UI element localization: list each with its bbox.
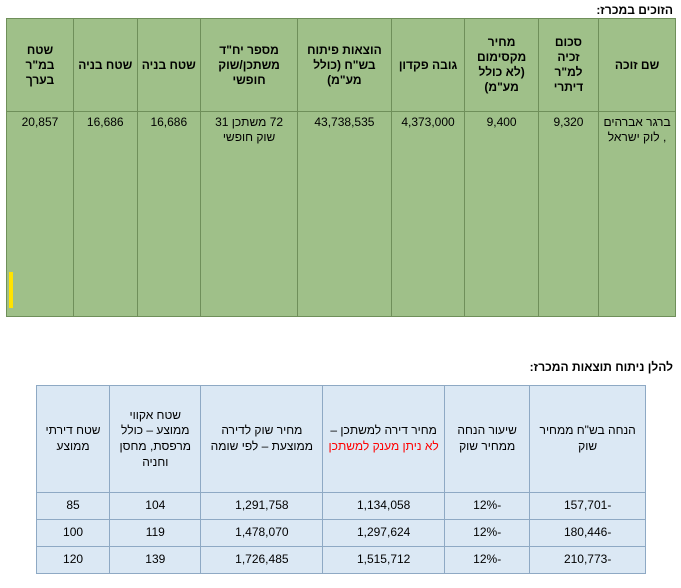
cell-market-price: 1,726,485	[201, 547, 323, 574]
winners-table	[6, 18, 676, 317]
cell-price-mishtaken: 1,515,712	[323, 547, 445, 574]
cell-build-area-1: 16,686	[137, 112, 201, 317]
cell-discount-nis: -157,701	[530, 493, 646, 520]
header-build-area-2: שטח בניה	[73, 19, 137, 112]
cell-units: 72 משתכן 31 שוק חופשי	[201, 112, 298, 317]
cell-winner-name: ברגר אברהים , לוק ישראל	[599, 112, 676, 317]
cell-dev-costs: 43,738,535	[298, 112, 392, 317]
cell-apt-area: 120	[37, 547, 110, 574]
cell-discount-pct: -12%	[445, 493, 530, 520]
cell-max-price: 9,400	[465, 112, 539, 317]
winners-header-row	[7, 19, 676, 112]
analysis-section-title: להלן ניתוח תוצאות המכרז:	[529, 360, 673, 374]
header-win-amount: סכום זכיה למ"ר דיתרי	[538, 19, 598, 112]
header-dev-costs: הוצאות פיתוח בש"ח (כולל מע"מ)	[298, 19, 392, 112]
winners-section-title: הזוכים במכרז:	[596, 3, 673, 17]
cell-equiv-area: 119	[110, 520, 201, 547]
table-row	[37, 520, 646, 547]
header-price-mishtaken	[323, 386, 445, 493]
header-build-area-1: שטח בניה	[137, 19, 201, 112]
cell-discount-nis: -210,773	[530, 547, 646, 574]
cell-market-price: 1,478,070	[201, 520, 323, 547]
header-market-price: מחיר שוק לדירה ממוצעת – לפי שומה	[201, 386, 323, 493]
cell-build-area-2: 16,686	[73, 112, 137, 317]
header-apt-area: שטח דירתי ממוצע	[37, 386, 110, 493]
cell-market-price: 1,291,758	[201, 493, 323, 520]
cell-discount-pct: -12%	[445, 520, 530, 547]
header-units: מספר יח"ד משתכן/שוק חופשי	[201, 19, 298, 112]
cell-price-mishtaken: 1,297,624	[323, 520, 445, 547]
cell-equiv-area: 104	[110, 493, 201, 520]
cell-deposit: 4,373,000	[391, 112, 465, 317]
analysis-body	[37, 493, 646, 574]
cell-discount-nis: -180,446	[530, 520, 646, 547]
header-price-mishtaken-label: מחיר דירה למשתכן –	[330, 423, 437, 438]
header-discount-nis: הנחה בש"ח ממחיר שוק	[530, 386, 646, 493]
cell-apt-area: 85	[37, 493, 110, 520]
cell-area-approx: 20,857	[7, 112, 74, 317]
analysis-header-row	[37, 386, 646, 493]
table-row	[37, 493, 646, 520]
header-area-approx: שטח במ"ר בערך	[7, 19, 74, 112]
header-equiv-area: שטח אקווי ממוצע – כולל מרפסת, מחסן וחניה	[110, 386, 201, 493]
header-price-mishtaken-note: לא ניתן מענק למשתכן	[328, 439, 439, 453]
cell-discount-pct: -12%	[445, 547, 530, 574]
text-cursor-caret	[9, 272, 13, 308]
header-max-price: מחיר מקסימום (לא כולל מע"מ)	[465, 19, 539, 112]
cell-apt-area: 100	[37, 520, 110, 547]
cell-equiv-area: 139	[110, 547, 201, 574]
table-row	[37, 547, 646, 574]
cell-win-amount: 9,320	[538, 112, 598, 317]
cell-price-mishtaken: 1,134,058	[323, 493, 445, 520]
table-row	[7, 112, 676, 317]
analysis-table	[36, 385, 646, 574]
header-discount-pct: שיעור הנחה ממחיר שוק	[445, 386, 530, 493]
header-winner-name: שם זוכה	[599, 19, 676, 112]
header-deposit: גובה פקדון	[391, 19, 465, 112]
